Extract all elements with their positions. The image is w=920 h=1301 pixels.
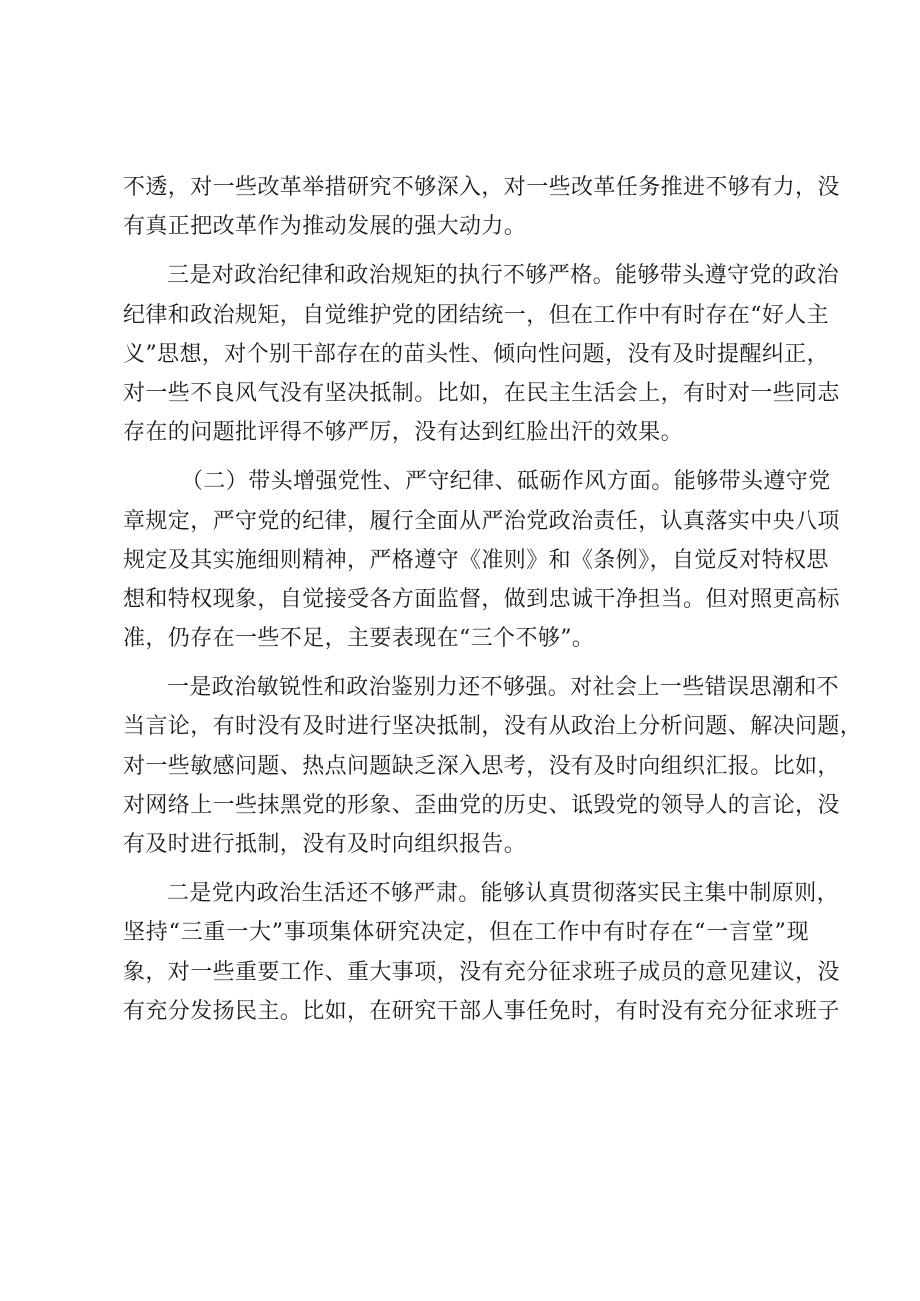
text-line: 三是对政治纪律和政治规矩的执行不够严格。能够带头遵守党的政治 <box>167 263 840 289</box>
text-line: 有充分发扬民主。比如，在研究干部人事任免时，有时没有充分征求班子 <box>123 998 840 1024</box>
text-line: 对一些敏感问题、热点问题缺乏深入思考，没有及时向组织汇报。比如， <box>123 753 840 779</box>
text-line: 准，仍存在一些不足，主要表现在“三个不够”。 <box>123 626 595 652</box>
text-line: 一是政治敏锐性和政治鉴别力还不够强。对社会上一些错误思潮和不 <box>167 675 840 701</box>
text-line: 有及时进行抵制，没有及时向组织报告。 <box>123 832 527 857</box>
document-body <box>123 168 863 1031</box>
paragraph-reform <box>123 168 840 246</box>
text-line: 义”思想，对个别干部存在的苗头性、倾向性问题，没有及时提醒纠正， <box>123 341 830 367</box>
section-heading-line: （二）带头增强党性、严守纪律、砥砺作风方面。能够带头遵守党 <box>181 469 831 495</box>
text-line: 章规定，严守党的纪律，履行全面从严治党政治责任，认真落实中央八项 <box>123 508 840 534</box>
text-line: 二是党内政治生活还不够严肃。能够认真贯彻落实民主集中制原则， <box>167 881 840 907</box>
text-line: 对一些不良风气没有坚决抵制。比如，在民主生活会上，有时对一些同志 <box>123 380 840 406</box>
text-line: 对网络上一些抹黑党的形象、歪曲党的历史、诋毁党的领导人的言论，没 <box>123 792 840 818</box>
text-line: 存在的问题批评得不够严厉，没有达到红脸出汗的效果。 <box>123 420 684 446</box>
paragraph-party-life <box>123 874 840 1031</box>
text-line: 纪律和政治规矩，自觉维护党的团结统一，但在工作中有时存在“好人主 <box>123 302 830 328</box>
paragraph-political-discipline <box>123 256 840 452</box>
text-line: 想和特权现象，自觉接受各方面监督，做到忠诚干净担当。但对照更高标 <box>123 586 840 612</box>
text-line: 象，对一些重要工作、重大事项，没有充分征求班子成员的意见建议，没 <box>123 959 840 985</box>
text-line: 不透，对一些改革举措研究不够深入，对一些改革任务推进不够有力，没 <box>123 175 840 200</box>
paragraph-section-two-heading <box>123 462 840 658</box>
text-line: 当言论，有时没有及时进行坚决抵制，没有从政治上分析问题、解决问题， <box>123 714 863 740</box>
text-line: 有真正把改革作为推动发展的强大动力。 <box>123 214 527 240</box>
text-line: 规定及其实施细则精神，严格遵守《准则》和《条例》，自觉反对特权思 <box>123 547 829 573</box>
paragraph-political-sensitivity <box>123 668 863 864</box>
text-line: 坚持“三重一大”事项集体研究决定，但在工作中有时存在“一言堂”现 <box>123 920 809 946</box>
